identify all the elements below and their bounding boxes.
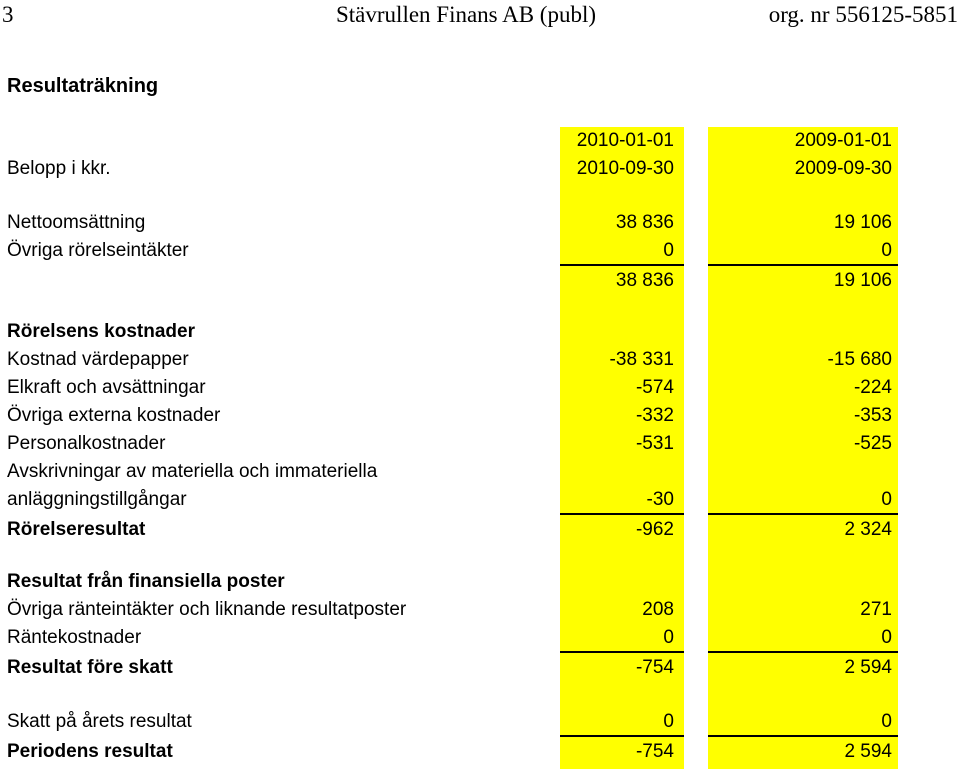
value-period1: 208 bbox=[642, 599, 674, 620]
row-label: Periodens resultat bbox=[7, 741, 173, 762]
period1-start: 2010-01-01 bbox=[576, 130, 674, 151]
sum-rule bbox=[708, 651, 898, 653]
value-period1: -38 331 bbox=[609, 349, 674, 370]
value-period2: 271 bbox=[860, 599, 892, 620]
sum-rule bbox=[708, 735, 898, 737]
value-period2: 0 bbox=[881, 627, 892, 648]
unit-label: Belopp i kkr. bbox=[7, 158, 111, 179]
value-period2: 2 594 bbox=[844, 657, 892, 678]
value-period2: 0 bbox=[881, 711, 892, 732]
table-row bbox=[0, 237, 960, 265]
section-heading bbox=[0, 318, 960, 346]
row-label: Rörelseresultat bbox=[7, 519, 146, 540]
period2-end: 2009-09-30 bbox=[794, 158, 892, 179]
value-period1: -754 bbox=[635, 657, 674, 678]
value-period1: 38 836 bbox=[615, 270, 674, 291]
sum-rule bbox=[708, 513, 898, 515]
value-period1: -30 bbox=[646, 489, 674, 510]
value-period2: 19 106 bbox=[833, 270, 892, 291]
value-period2: 2 594 bbox=[844, 741, 892, 762]
table-row bbox=[0, 209, 960, 237]
page-number: 3 bbox=[2, 2, 14, 27]
value-period2: -15 680 bbox=[827, 349, 892, 370]
row-label: anläggningstillgångar bbox=[7, 489, 187, 510]
value-period1: -332 bbox=[635, 405, 674, 426]
total-row bbox=[0, 738, 960, 766]
total-row bbox=[0, 516, 960, 544]
value-period1: -574 bbox=[635, 377, 674, 398]
period-start-row bbox=[0, 127, 960, 155]
row-label: Nettoomsättning bbox=[7, 212, 146, 233]
table-row bbox=[0, 374, 960, 402]
org-number: org. nr 556125-5851 bbox=[768, 2, 958, 27]
table-row bbox=[0, 486, 960, 514]
value-period1: 0 bbox=[663, 627, 674, 648]
row-label: Övriga externa kostnader bbox=[7, 405, 221, 426]
row-label: Elkraft och avsättningar bbox=[7, 377, 206, 398]
row-label: Räntekostnader bbox=[7, 627, 142, 648]
sum-rule bbox=[560, 735, 684, 737]
table-row bbox=[0, 708, 960, 736]
period2-start: 2009-01-01 bbox=[794, 130, 892, 151]
company-name: Stävrullen Finans AB (publ) bbox=[336, 2, 597, 27]
page-header bbox=[0, 0, 960, 30]
value-period1: 0 bbox=[663, 240, 674, 261]
sum-rule bbox=[560, 651, 684, 653]
value-period2: 0 bbox=[881, 489, 892, 510]
subtotal-row bbox=[0, 267, 960, 295]
value-period1: 0 bbox=[663, 711, 674, 732]
total-row bbox=[0, 654, 960, 682]
sum-rule bbox=[560, 513, 684, 515]
value-period2: -353 bbox=[853, 405, 892, 426]
value-period2: -224 bbox=[853, 377, 892, 398]
section-heading-label: Rörelsens kostnader bbox=[7, 321, 195, 342]
table-row bbox=[0, 346, 960, 374]
row-label: Övriga rörelseintäkter bbox=[7, 240, 189, 261]
row-label: Kostnad värdepapper bbox=[7, 349, 189, 370]
value-period2: -525 bbox=[853, 433, 892, 454]
report-title: Resultaträkning bbox=[7, 75, 159, 97]
value-period2: 19 106 bbox=[833, 212, 892, 233]
table-row bbox=[0, 596, 960, 624]
table-row bbox=[0, 402, 960, 430]
section-heading-label: Resultat från finansiella poster bbox=[7, 571, 285, 592]
table-row-label-continued bbox=[0, 458, 960, 486]
value-period2: 2 324 bbox=[844, 519, 892, 540]
row-label: Avskrivningar av materiella och immateriella bbox=[7, 461, 378, 482]
sum-rule bbox=[708, 264, 898, 266]
table-row bbox=[0, 624, 960, 652]
period1-end: 2010-09-30 bbox=[576, 158, 674, 179]
row-label: Resultat före skatt bbox=[7, 657, 173, 678]
section-heading bbox=[0, 568, 960, 596]
value-period1: -754 bbox=[635, 741, 674, 762]
row-label: Personalkostnader bbox=[7, 433, 166, 454]
row-label: Skatt på årets resultat bbox=[7, 711, 192, 732]
value-period2: 0 bbox=[881, 240, 892, 261]
value-period1: 38 836 bbox=[615, 212, 674, 233]
table-row bbox=[0, 430, 960, 458]
period-end-row bbox=[0, 155, 960, 183]
value-period1: -962 bbox=[635, 519, 674, 540]
sum-rule bbox=[560, 264, 684, 266]
value-period1: -531 bbox=[635, 433, 674, 454]
row-label: Övriga ränteintäkter och liknande resultatposter bbox=[7, 599, 407, 620]
